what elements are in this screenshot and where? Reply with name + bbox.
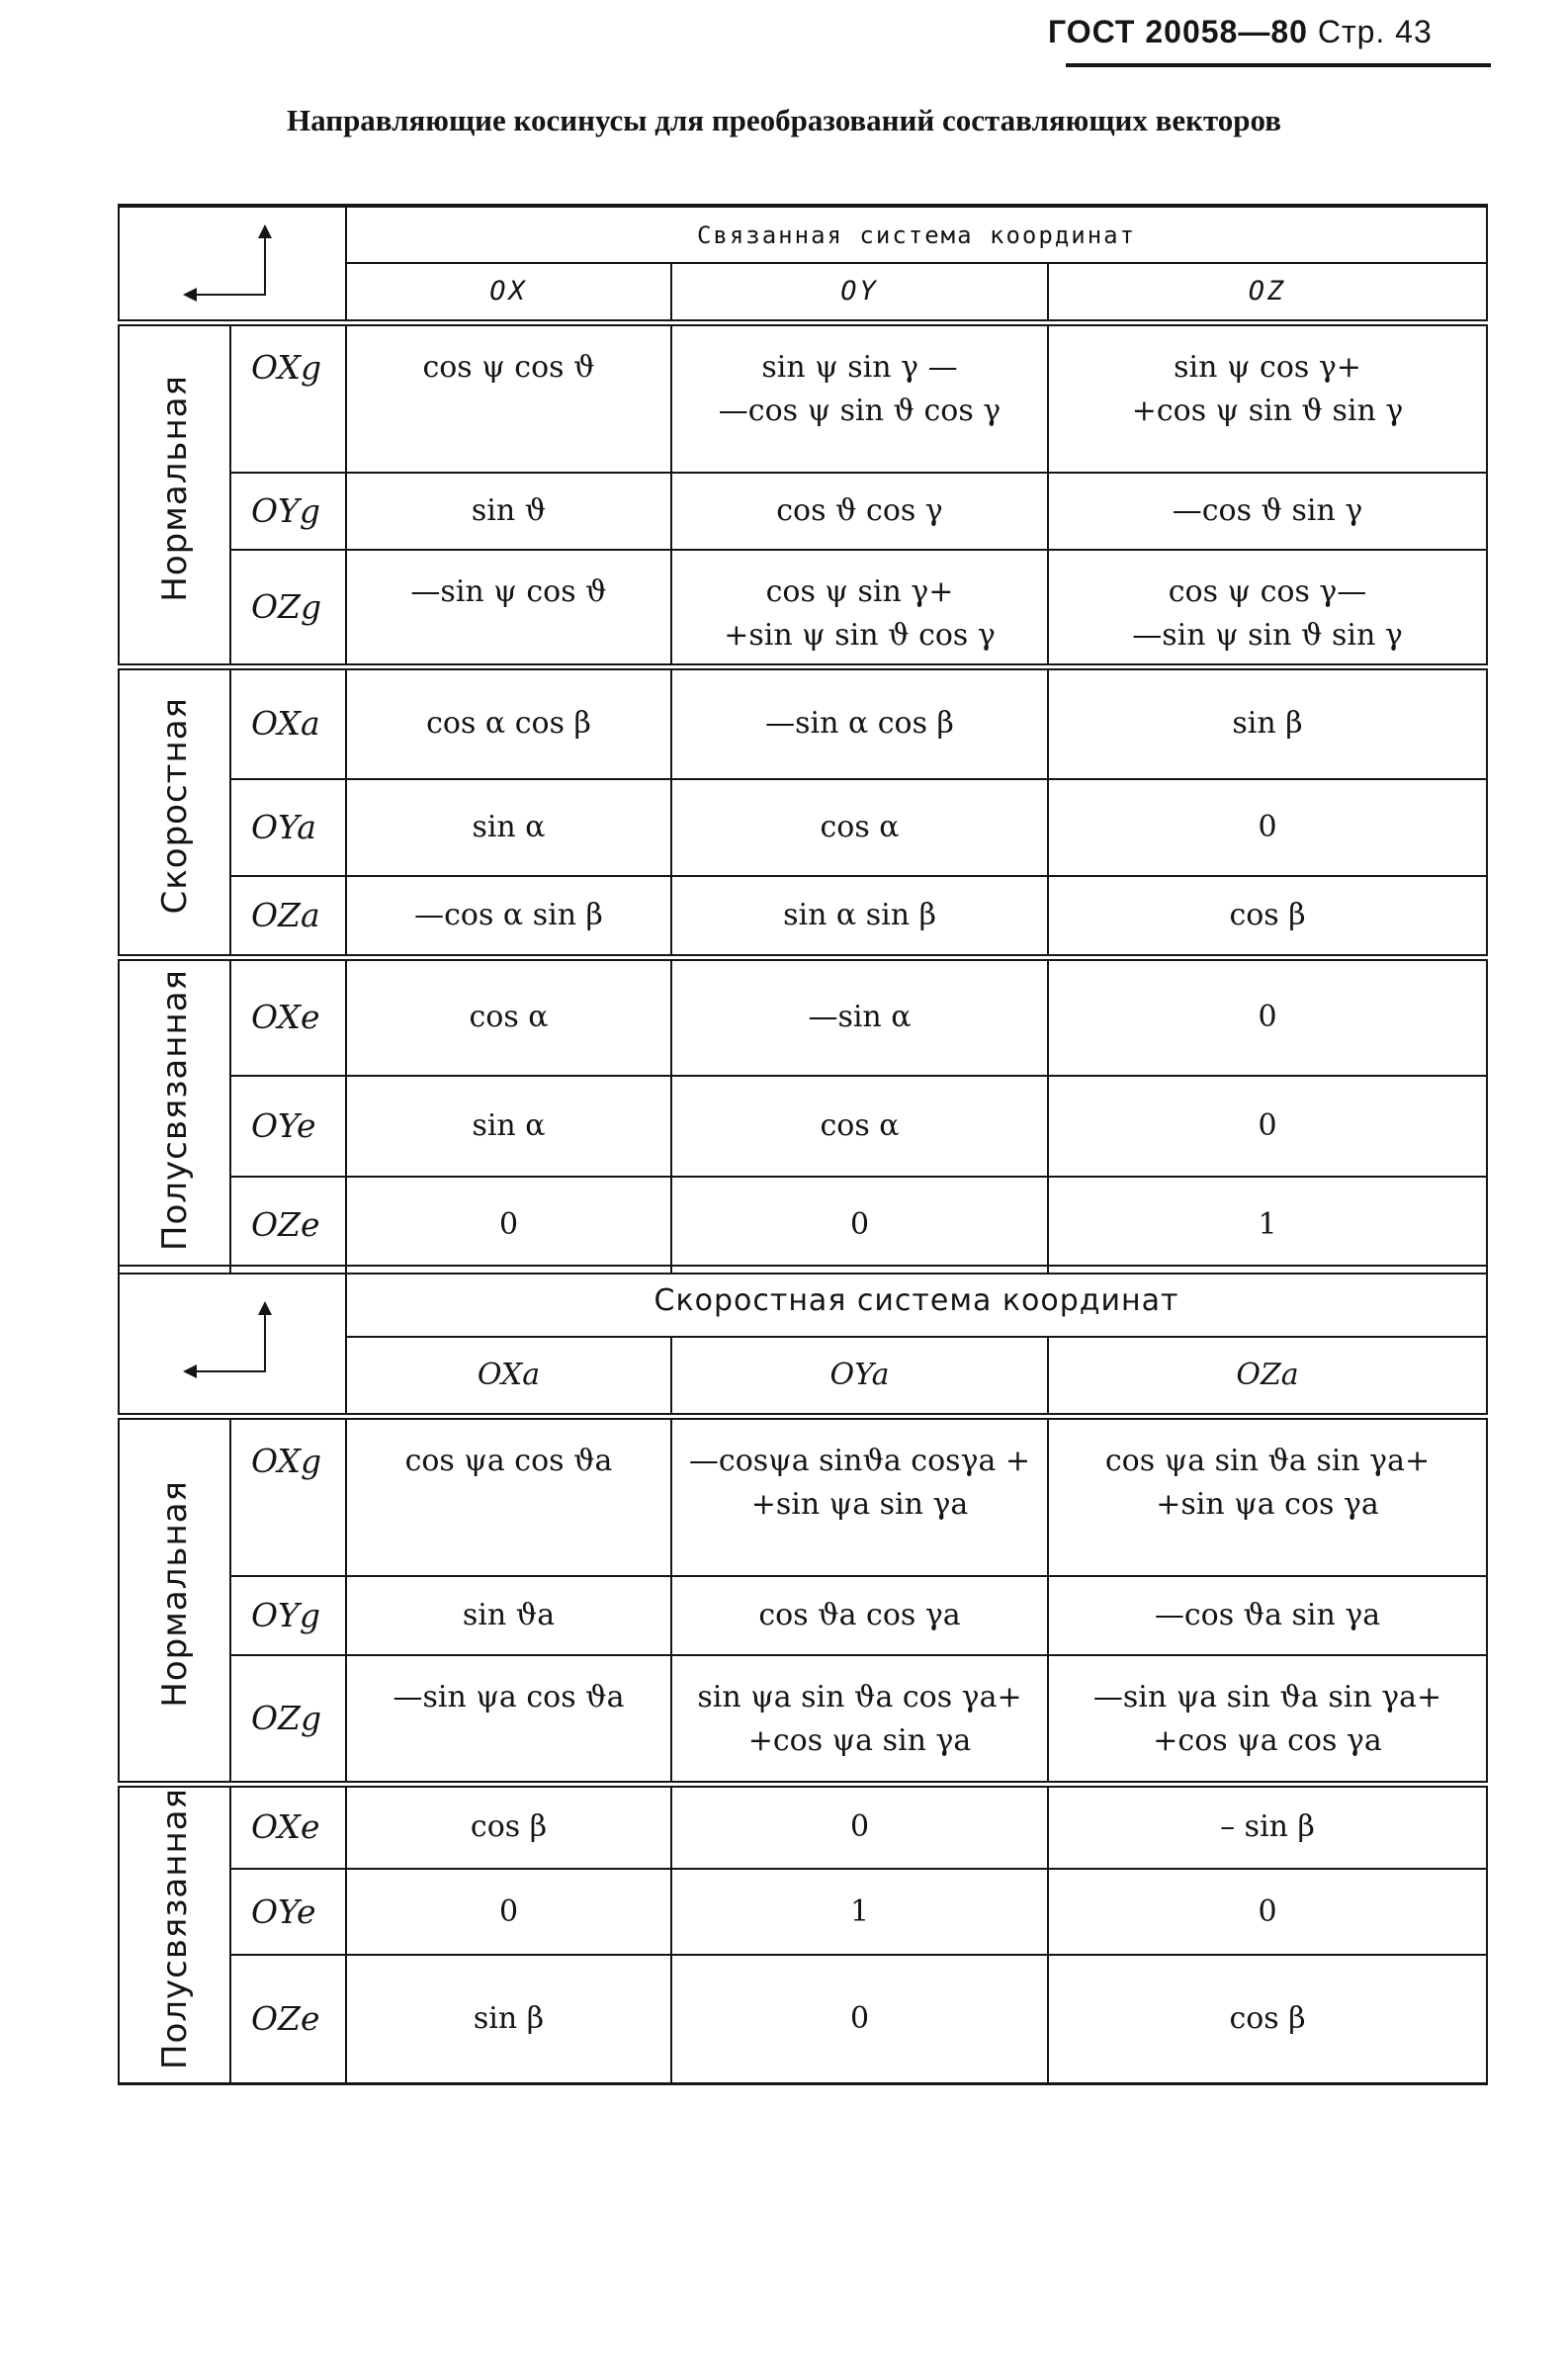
table-cell: cos β [1048,876,1487,957]
axes-corner [119,206,346,322]
table-row [119,876,1487,957]
group-label: Полусвязанная [154,1787,195,2069]
system-title: Скоростная система координат [346,1266,1487,1337]
axis-label: OZg [230,1655,346,1784]
column-header: OZ [1048,263,1487,322]
table-row [119,1869,1487,1956]
column-header: OYa [671,1337,1048,1416]
table-cell: —cosψa sinϑa cosγa + +sin ψa sin γa [671,1416,1048,1576]
table-cell: 0 [346,1869,671,1956]
table-cell: 0 [1048,779,1487,876]
group-label: Нормальная [154,1479,195,1708]
table-cell: —sin ψa cos ϑa [346,1655,671,1784]
axis-label: OXg [230,322,346,473]
axes-arrow-icon [173,219,292,308]
column-header: OZa [1048,1337,1487,1416]
table-cell: sin β [346,1955,671,2083]
axis-label: OXe [230,1784,346,1869]
table-cell: cos ϑa cos γa [671,1576,1048,1655]
axis-label: OYg [230,1576,346,1655]
table-cell: 1 [1048,1177,1487,1274]
table-row [119,957,1487,1076]
table-cell: 0 [671,1177,1048,1274]
table-cell: 0 [1048,1869,1487,1956]
table-cell: —sin α cos β [671,666,1048,779]
direction-cosines-table-body-axes [118,204,1488,1275]
table-cell: 0 [671,1784,1048,1869]
table-row [119,666,1487,779]
axis-label: OYe [230,1869,346,1956]
table-cell: 0 [1048,1076,1487,1177]
table-cell: cos ϑ cos γ [671,473,1048,550]
table-cell: sin ϑ [346,473,671,550]
table-cell: cos α cos β [346,666,671,779]
table-cell: cos α [671,779,1048,876]
axis-label: OZa [230,876,346,957]
page-title: Направляющие косинусы для преобразований составляющих векторов [287,103,1281,137]
table-cell: cos ψa sin ϑa sin γa+ +sin ψa cos γa [1048,1416,1487,1576]
table-cell: —cos ϑ sin γ [1048,473,1487,550]
table-row [119,473,1487,550]
table-cell: 1 [671,1869,1048,1956]
direction-cosines-table-velocity-axes [118,1265,1488,2085]
table-cell: sin α sin β [671,876,1048,957]
table-cell: —cos α sin β [346,876,671,957]
standard-number: ГОСТ 20058—80 [1048,14,1308,49]
table-row [119,322,1487,473]
table-cell: sin ϑa [346,1576,671,1655]
group-cell [119,322,230,666]
table-cell: cos ψ cos γ— —sin ψ sin ϑ sin γ [1048,550,1487,666]
column-header: OY [671,263,1048,322]
system-title: Связанная система координат [346,206,1487,263]
group-label: Полусвязанная [154,969,195,1252]
table-row [119,779,1487,876]
table-cell: 0 [1048,957,1487,1076]
table-cell: cos α [671,1076,1048,1177]
table-row [119,1655,1487,1784]
table-row [119,550,1487,666]
table-cell: sin ψ cos γ+ +cos ψ sin ϑ sin γ [1048,322,1487,473]
table-row [119,1955,1487,2083]
group-label: Скоростная [154,696,195,915]
page-header [1048,14,1433,50]
axis-label: OXe [230,957,346,1076]
axis-label: OYg [230,473,346,550]
table-cell: —sin ψ cos ϑ [346,550,671,666]
column-header: OXa [346,1337,671,1416]
group-cell [119,666,230,957]
table-row [119,1416,1487,1576]
axis-label: OZe [230,1955,346,2083]
table-cell: —sin ψa sin ϑa sin γa+ +cos ψa cos γa [1048,1655,1487,1784]
axis-label: OYe [230,1076,346,1177]
column-header: OX [346,263,671,322]
table-cell: cos ψ cos ϑ [346,322,671,473]
group-cell [119,1784,230,2083]
axis-label: OXg [230,1416,346,1576]
axis-label: OYa [230,779,346,876]
table-cell: sin α [346,779,671,876]
table-cell: cos ψa cos ϑa [346,1416,671,1576]
header-rule [1066,63,1491,67]
table-row [119,1177,1487,1274]
axes-corner [119,1266,346,1416]
page-number: Стр. 43 [1317,14,1433,49]
table-cell: 0 [671,1955,1048,2083]
table-cell: —cos ϑa sin γa [1048,1576,1487,1655]
table-cell: sin β [1048,666,1487,779]
table-cell: cos β [1048,1955,1487,2083]
table-cell: sin ψ sin γ — —cos ψ sin ϑ cos γ [671,322,1048,473]
axis-label: OZg [230,550,346,666]
table-row [119,1576,1487,1655]
table-row [119,1076,1487,1177]
group-cell [119,1416,230,1784]
table-row [119,1784,1487,1869]
group-cell [119,957,230,1274]
table-cell: sin ψa sin ϑa cos γa+ +cos ψa sin γa [671,1655,1048,1784]
table-cell: cos ψ sin γ+ +sin ψ sin ϑ cos γ [671,550,1048,666]
axis-label: OZe [230,1177,346,1274]
axis-label: OXa [230,666,346,779]
group-label: Нормальная [154,374,195,602]
axes-arrow-icon [173,1295,292,1384]
table-cell: cos α [346,957,671,1076]
table-cell: —sin α [671,957,1048,1076]
table-cell: 0 [346,1177,671,1274]
table-cell: sin α [346,1076,671,1177]
table-cell: cos β [346,1784,671,1869]
table-cell: – sin β [1048,1784,1487,1869]
